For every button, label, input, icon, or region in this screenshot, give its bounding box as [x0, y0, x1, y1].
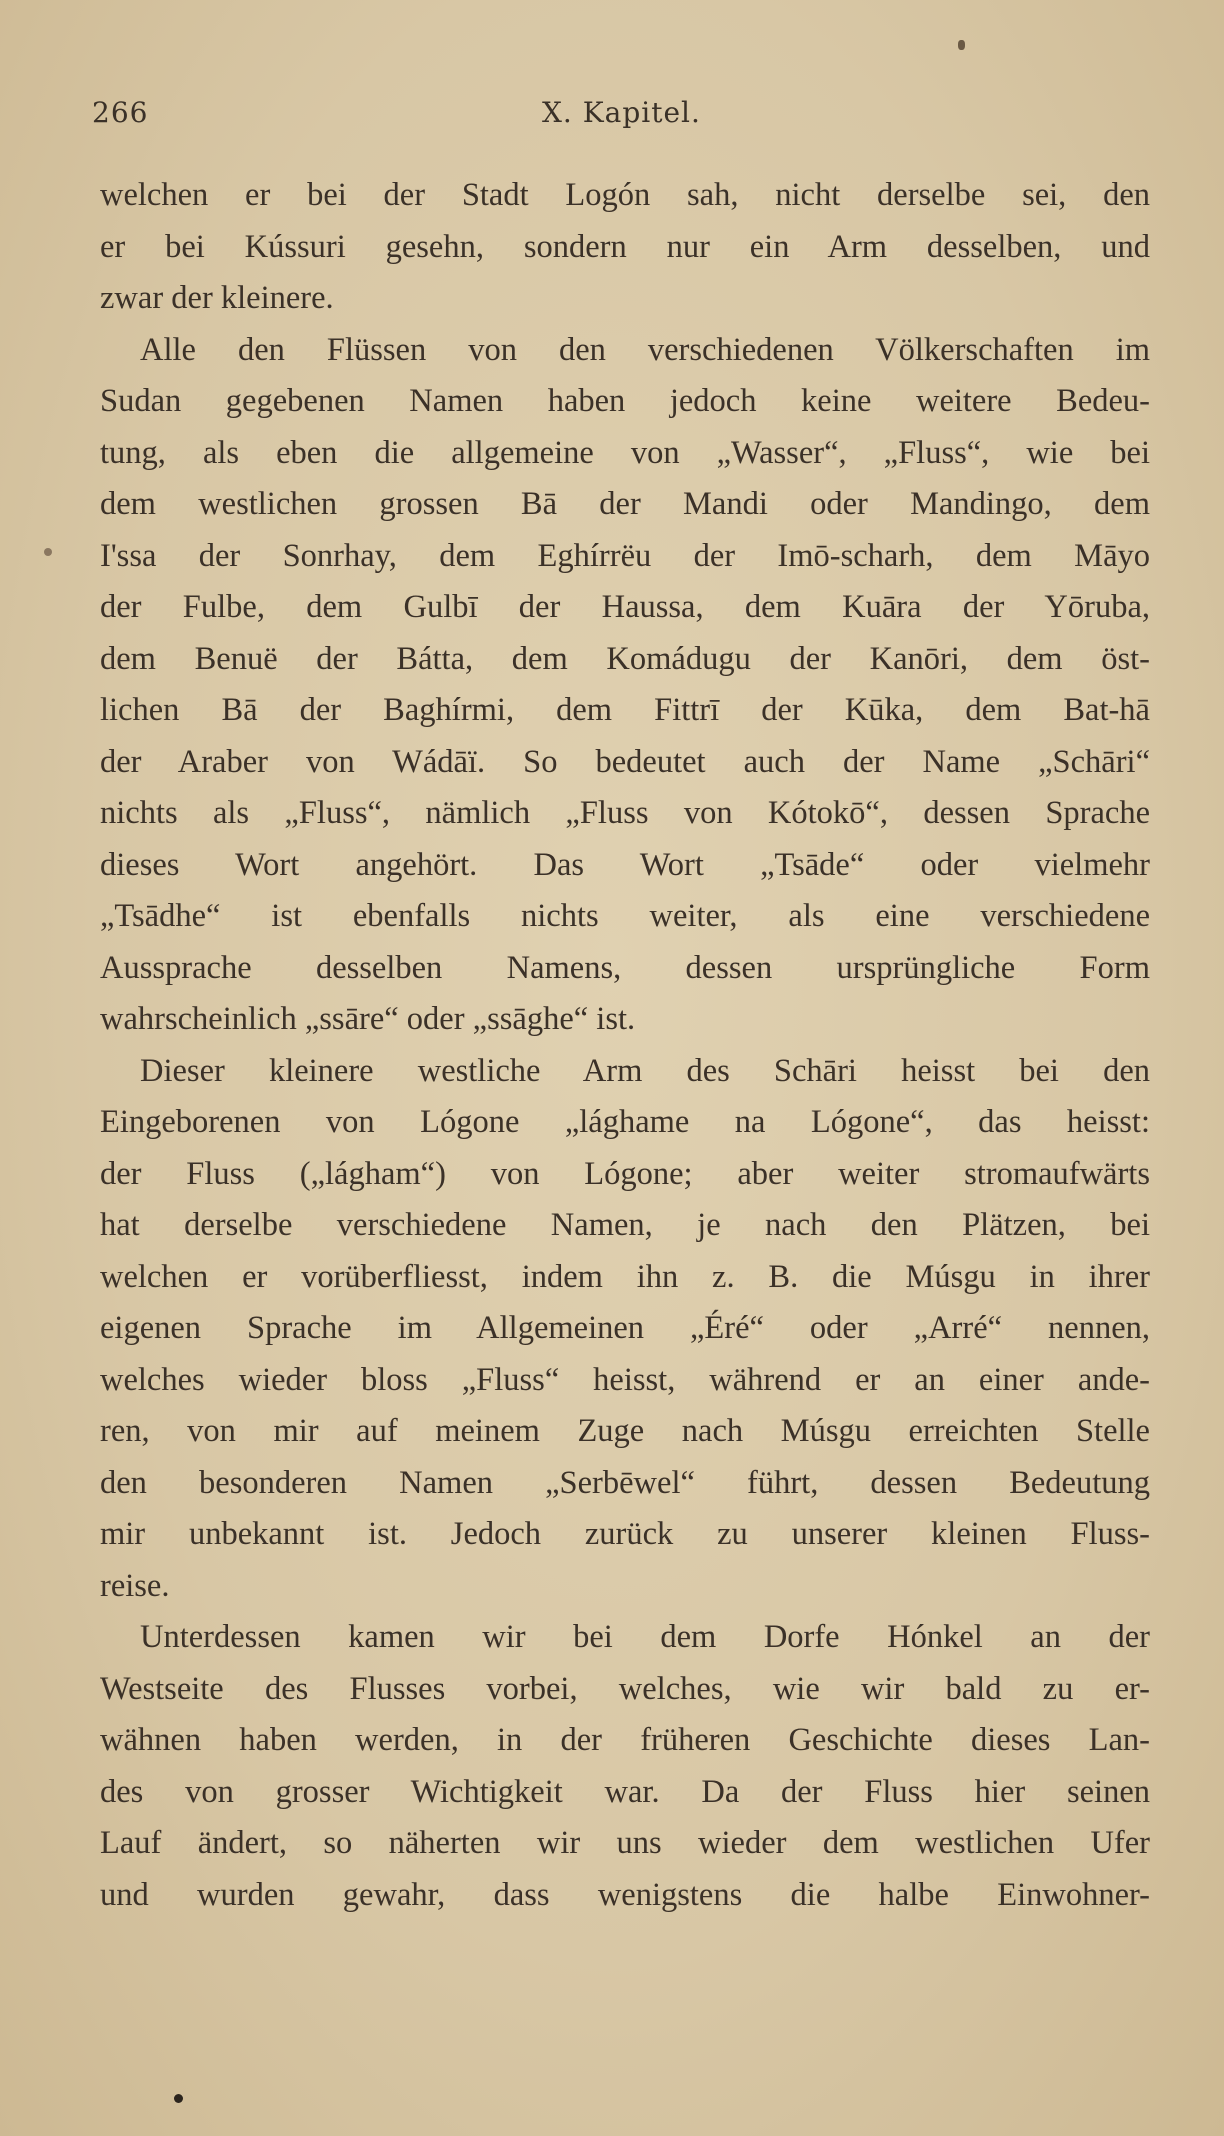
- text-line: dieses Wort angehört. Das Wort „Tsāde“ oder vielmehr: [100, 846, 1150, 883]
- text-line: Dieser kleinere westliche Arm des Schāri heisst bei den: [140, 1052, 1150, 1089]
- text-line: Lauf ändert, so näherten wir uns wieder dem westlichen Ufer: [100, 1825, 1150, 1861]
- text-line: „Tsādhe“ ist ebenfalls nichts weiter, als eine verschiedene: [100, 898, 1150, 934]
- ink-spot: [958, 40, 965, 50]
- text-line: Sudan gegebenen Namen haben jedoch keine weitere Bedeu-: [100, 383, 1150, 419]
- text-line: mir unbekannt ist. Jedoch zurück zu unserer kleinen Fluss-: [100, 1516, 1150, 1552]
- text-line: reise.: [100, 1567, 170, 1604]
- text-line: den besonderen Namen „Serbēwel“ führt, dessen Bedeutung: [100, 1464, 1150, 1501]
- text-line: des von grosser Wichtigkeit war. Da der Fluss hier seinen: [100, 1773, 1150, 1810]
- text-line: dem westlichen grossen Bā der Mandi oder Mandingo, dem: [100, 486, 1150, 522]
- page-header: [92, 96, 1152, 136]
- margin-mark: [44, 548, 52, 556]
- text-line: I'ssa der Sonrhay, dem Eghírrëu der Imō-scharh, dem Māyo: [100, 537, 1150, 574]
- text-line: ren, von mir auf meinem Zuge nach Músgu erreichten Stelle: [100, 1413, 1150, 1449]
- body-text: [100, 170, 1150, 1921]
- text-line: welchen er vorüberfliesst, indem ihn z. B. die Músgu in ihrer: [100, 1258, 1150, 1295]
- text-line: Aussprache desselben Namens, dessen ursprüngliche Form: [100, 949, 1150, 986]
- text-line: Unterdessen kamen wir bei dem Dorfe Hónkel an der: [140, 1619, 1150, 1655]
- text-line: Alle den Flüssen von den verschiedenen Völkerschaften im: [140, 331, 1150, 368]
- text-line: eigenen Sprache im Allgemeinen „Éré“ oder „Arré“ nennen,: [100, 1310, 1150, 1346]
- text-line: der Araber von Wádāï. So bedeutet auch der Name „Schāri“: [100, 743, 1150, 780]
- ink-spot: [174, 2094, 183, 2103]
- running-head: X. Kapitel.: [542, 96, 701, 129]
- text-line: Eingeborenen von Lógone „lághame na Lógone“, das heisst:: [100, 1104, 1150, 1140]
- text-line: welchen er bei der Stadt Logón sah, nicht derselbe sei, den: [100, 177, 1150, 213]
- text-line: Westseite des Flusses vorbei, welches, wie wir bald zu er-: [100, 1670, 1150, 1707]
- page-number: 266: [92, 96, 149, 129]
- text-line: zwar der kleinere.: [100, 280, 334, 316]
- text-line: der Fluss („lágham“) von Lógone; aber weiter stromaufwärts: [100, 1155, 1150, 1192]
- text-line: wahrscheinlich „ssāre“ oder „ssāghe“ ist.: [100, 1001, 636, 1037]
- text-line: lichen Bā der Baghírmi, dem Fittrī der Kūka, dem Bat-hā: [100, 692, 1150, 728]
- text-line: nichts als „Fluss“, nämlich „Fluss von Kótokō“, dessen Sprache: [100, 795, 1150, 831]
- text-line: hat derselbe verschiedene Namen, je nach den Plätzen, bei: [100, 1207, 1150, 1243]
- text-line: welches wieder bloss „Fluss“ heisst, während er an einer ande-: [100, 1361, 1150, 1398]
- text-line: der Fulbe, dem Gulbī der Haussa, dem Kuāra der Yōruba,: [100, 589, 1150, 625]
- text-line: er bei Kússuri gesehn, sondern nur ein Arm desselben, und: [100, 228, 1150, 265]
- text-line: dem Benuë der Bátta, dem Komádugu der Kanōri, dem öst-: [100, 640, 1150, 677]
- text-line: wähnen haben werden, in der früheren Geschichte dieses Lan-: [100, 1722, 1150, 1758]
- text-line: tung, als eben die allgemeine von „Wasser“, „Fluss“, wie bei: [100, 434, 1150, 471]
- text-line: und wurden gewahr, dass wenigstens die halbe Einwohner-: [100, 1876, 1150, 1913]
